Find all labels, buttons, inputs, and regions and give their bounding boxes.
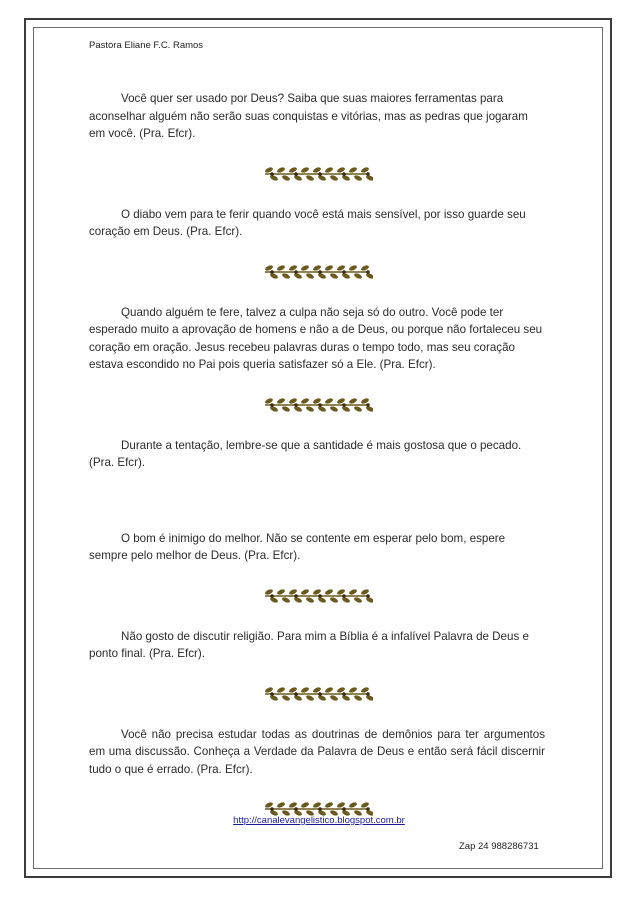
footer-contact: Zap 24 988286731 xyxy=(459,841,539,852)
laurel-divider-icon xyxy=(261,164,373,184)
laurel-divider-icon xyxy=(261,586,373,606)
laurel-divider-icon xyxy=(261,395,373,415)
quote-paragraph: Você não precisa estudar todas as doutrinas de demônios para ter argumentos em uma discussão. Conheça a Verdade da Palavra de Deus e então será fácil discernir tudo o que é errado. (Pra. Efcr). xyxy=(89,727,545,776)
quote-paragraph: O bom é inimigo do melhor. Não se contente em esperar pelo bom, espere sempre pelo melhor de Deus. (Pra. Efcr). xyxy=(89,531,506,562)
footer-link[interactable] xyxy=(0,815,638,826)
quotes-content xyxy=(89,90,545,819)
quote-paragraph: Quando alguém te fere, talvez a culpa não seja só do outro. Você pode ter esperado muito a aprovação de homens e não a de Deus, ou porque não fortaleceu seu coração em oração. Jesus recebeu palavras duras o tempo todo, mas seu coração estava escondido no Pai pois queria satisfazer só a Ele. (Pra. Efcr). xyxy=(89,305,543,371)
laurel-divider-icon xyxy=(261,262,373,282)
quote-paragraph: Não gosto de discutir religião. Para mim a Bíblia é a infalível Palavra de Deus e ponto final. (Pra. Efcr). xyxy=(89,629,529,660)
laurel-divider-icon xyxy=(261,684,373,704)
header-author: Pastora Eliane F.C. Ramos xyxy=(89,40,204,51)
quote-paragraph: Durante a tentação, lembre-se que a santidade é mais gostosa que o pecado. (Pra. Efcr). xyxy=(89,438,522,469)
footer-link-text[interactable]: http://canalevangelistico.blogspot.com.br xyxy=(233,815,405,826)
quote-paragraph: Você quer ser usado por Deus? Saiba que suas maiores ferramentas para aconselhar alguém não serão suas conquistas e vitórias, mas as pedras que jogaram em você. (Pra. Efcr). xyxy=(89,92,528,140)
quote-paragraph: O diabo vem para te ferir quando você está mais sensível, por isso guarde seu coração em Deus. (Pra. Efcr). xyxy=(89,207,526,238)
